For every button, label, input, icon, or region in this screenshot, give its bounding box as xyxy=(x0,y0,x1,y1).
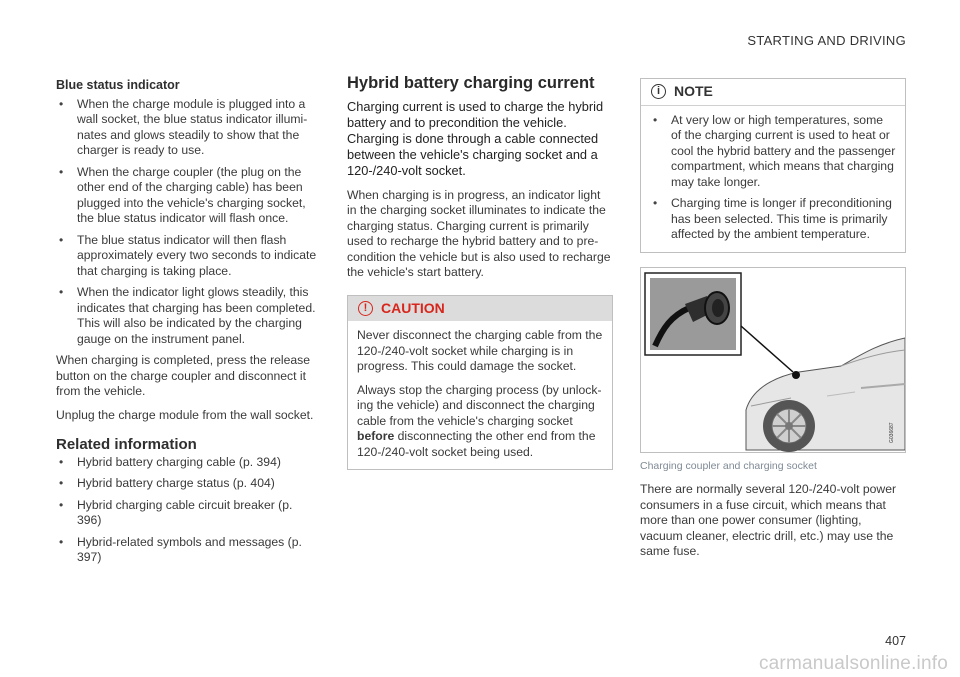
car-charging-drawing xyxy=(641,268,905,452)
note-body xyxy=(641,106,905,252)
blue-status-list xyxy=(56,97,320,348)
note-title: NOTE xyxy=(674,83,713,99)
related-link[interactable]: • Hybrid battery charging cable (p. 394) xyxy=(56,455,320,471)
caution-body xyxy=(348,321,612,469)
section-header: STARTING AND DRIVING xyxy=(747,33,906,48)
note-box xyxy=(640,78,906,253)
list-item: • Charging time is longer if preconditioning has been selected. This time is primarily affected by the ambient temperature. xyxy=(650,196,896,243)
caution-text: Never disconnect the charging cable from the 120-/240-volt socket while charging is in progress. This could damage the socket. xyxy=(357,328,603,373)
list-item: • When the charge coupler (the plug on the other end of the charging cable) has been plugged into the vehicle's charging socket, the blue status indicator will flash once. xyxy=(56,165,320,227)
related-link[interactable]: • Hybrid-related symbols and messages (p. 397) xyxy=(56,535,320,566)
caution-box xyxy=(347,295,613,471)
figure-code: G036687 xyxy=(889,421,895,443)
related-link[interactable]: • Hybrid charging cable circuit breaker (p. 396) xyxy=(56,498,320,529)
related-info-list xyxy=(56,455,320,566)
charging-illustration xyxy=(640,267,906,453)
middle-column xyxy=(347,76,613,470)
caution-emphasis: before xyxy=(357,429,395,443)
page-number: 407 xyxy=(885,634,906,648)
info-icon: i xyxy=(651,84,666,99)
body-paragraph: There are normally several 120-/240-volt power consumers in a fuse circuit, which means that more than one power consumer (lighting, vacuum cleaner, electric drill, etc.) may use the same fuse. xyxy=(640,482,897,558)
left-column xyxy=(56,78,320,572)
lead-paragraph: Charging current is used to charge the hybrid battery and to precondition the vehicle. Charging is done through a cable connected between the vehicle's charging socket and a 120-/240-volt socket. xyxy=(347,98,604,178)
related-link[interactable]: • Hybrid battery charge status (p. 404) xyxy=(56,476,320,492)
watermark: carmanualsonline.info xyxy=(758,653,948,674)
caution-text xyxy=(357,383,603,461)
caution-text-end: disconnecting the other end from the 120-/240-volt socket being used. xyxy=(357,429,596,459)
note-list xyxy=(650,113,896,243)
blue-status-heading: Blue status indicator xyxy=(56,78,180,92)
list-item: • The blue status indicator will then flash approximately every two seconds to indicate that charging is taking place. xyxy=(56,233,320,280)
warning-icon: ! xyxy=(358,301,373,316)
page-title: Hybrid battery charging current xyxy=(347,74,595,92)
body-paragraph: When charging is completed, press the release button on the charge coupler and disconnect it from the vehicle. xyxy=(56,353,311,398)
related-info-heading: Related information xyxy=(56,436,197,453)
list-item: • At very low or high temperatures, some of the charging current is used to heat or cool the hybrid battery and the passenger compartment, which means that charging may take longer. xyxy=(650,113,896,191)
list-item: • When the indicator light glows steadily, this indicates that charging has been completed. This will also be indicated by the charging gauge on the instrument panel. xyxy=(56,285,320,347)
caution-header xyxy=(348,296,612,322)
note-header xyxy=(641,79,905,106)
figure-caption: Charging coupler and charging socket xyxy=(640,459,817,472)
right-column xyxy=(640,78,906,568)
body-paragraph: Unplug the charge module from the wall socket. xyxy=(56,407,314,422)
list-item: • When the charge module is plugged into a wall socket, the blue status indicator illumi-nates and glows steadily to show that the charger is ready to use. xyxy=(56,97,320,159)
caution-title: CAUTION xyxy=(381,299,445,316)
caution-text-start: Always stop the charging process (by unlock-ing the vehicle) and disconnect the charging cable from the vehicle's charging socket xyxy=(357,382,602,428)
body-paragraph: When charging is in progress, an indicator light in the charging socket illuminates to indicate the charging status. Charging current is primarily used to recharge the hybrid battery and to pre-condition the vehicle but is also used to recharge the vehicle's start battery. xyxy=(347,187,611,279)
